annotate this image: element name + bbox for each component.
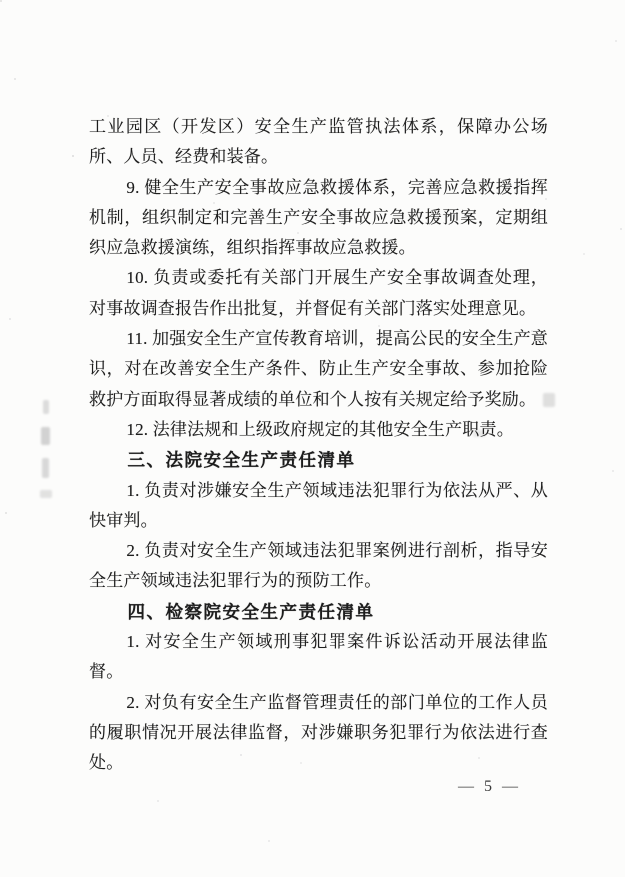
paragraph: 1. 负责对涉嫌安全生产领域违法犯罪行为依法从严、从快审判。 xyxy=(89,480,548,530)
page-number: — 5 — xyxy=(458,778,521,795)
scan-noise xyxy=(0,0,2,2)
paragraph: 10. 负责或委托有关部门开展生产安全事故调查处理，对事故调查报告作出批复，并督促有关部门落实处理意见。 xyxy=(89,268,548,318)
scan-artifact xyxy=(42,458,49,478)
scan-artifact xyxy=(40,490,52,498)
paragraph: 2. 对负有安全生产监督管理责任的部门单位的工作人员的履职情况开展法律监督，对涉嫌职务犯罪行为依法进行查处。 xyxy=(89,692,548,773)
scan-artifact xyxy=(41,427,50,445)
paragraph: 1. 对安全生产领域刑事犯罪案件诉讼活动开展法律监督。 xyxy=(89,632,548,682)
paragraph: 工业园区（开发区）安全生产监管执法体系，保障办公场所、人员、经费和装备。 xyxy=(89,117,548,167)
paragraph: 11. 加强安全生产宣传教育培训，提高公民的安全生产意识，对在改善安全生产条件、防止生产安全事故、参加抢险救护方面取得显著成绩的单位和个人按有关规定给予奖励。 xyxy=(89,329,548,409)
paragraph: 9. 健全生产安全事故应急救援体系，完善应急救援指挥机制，组织制定和完善生产安全事故应急救援预案，定期组织应急救援演练，组织指挥事故应急救援。 xyxy=(89,177,548,258)
section-heading: 四、检察院安全生产责任清单 xyxy=(127,601,375,622)
paragraph: 2. 负责对安全生产领域违法犯罪案例进行剖析，指导安全生产领域违法犯罪行为的预防工作。 xyxy=(89,541,548,591)
document-body xyxy=(89,112,548,779)
section-heading: 三、法院安全生产责任清单 xyxy=(127,450,356,471)
paragraph: 12. 法律法规和上级政府规定的其他安全生产职责。 xyxy=(126,419,514,439)
scan-artifact xyxy=(43,400,49,414)
